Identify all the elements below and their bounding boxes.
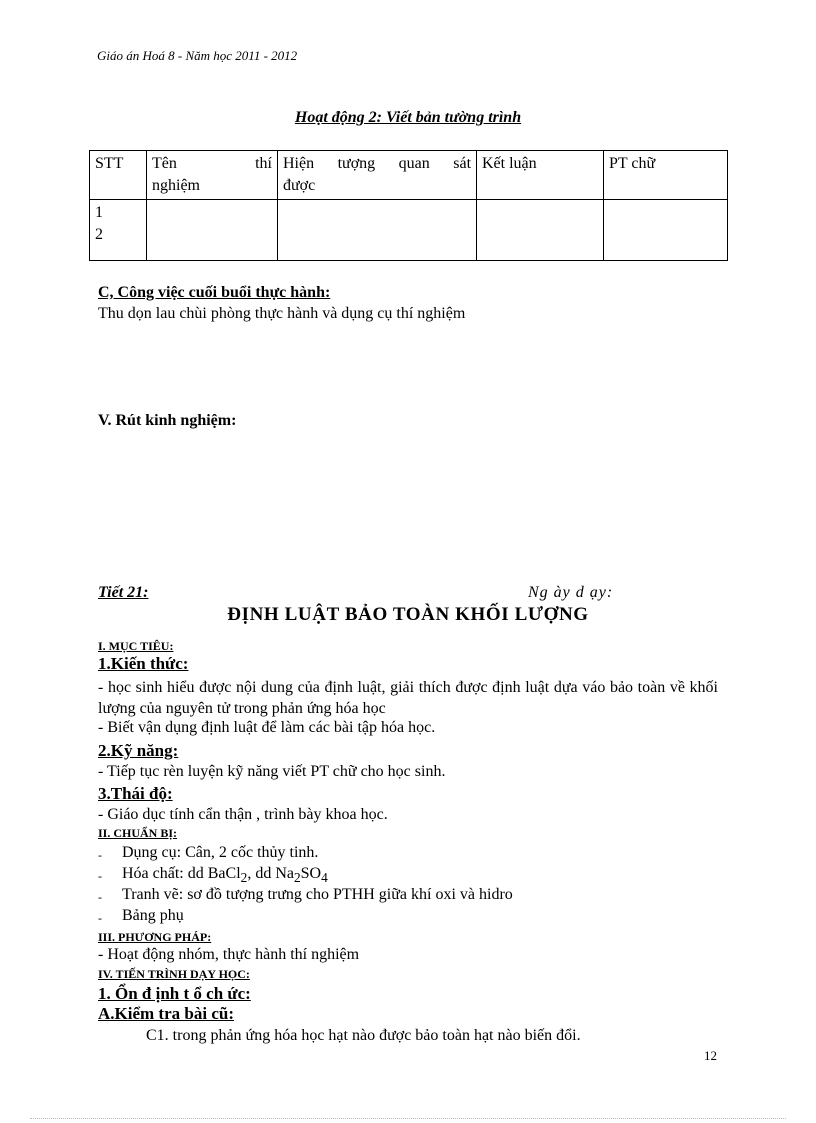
- table-cell: [147, 200, 278, 261]
- section-c-title: C, Công việc cuối buổi thực hành:: [98, 284, 331, 301]
- table-cell-stt: 1 2: [90, 200, 147, 261]
- table-row: [90, 200, 728, 261]
- page-footer-divider: [30, 1118, 786, 1119]
- heading-kiem-tra: A.Kiểm tra bài cũ:: [98, 1004, 234, 1023]
- item-hoa-chat: Hóa chất: dd BaCl$_2$, dd $Na_2SO_4$: [122, 865, 328, 886]
- bullet-marker: -: [98, 911, 102, 925]
- heading-kien-thuc: 1.Kiến thức:: [98, 654, 189, 673]
- heading-chuan-bi: II. CHUẨN BỊ:: [98, 826, 178, 840]
- col-hien-tuong: Hiện tượng quan sát được: [278, 151, 477, 200]
- ky-nang-body: - Tiếp tục rèn luyện kỹ năng viết PT chữ cho học sinh.: [98, 763, 446, 780]
- col-stt: STT: [90, 151, 147, 200]
- col-ten-thi-nghiem: Tên thí nghiệm: [147, 151, 278, 200]
- item-dung-cu: Dụng cụ: Cân, 2 cốc thủy tinh.: [122, 844, 319, 861]
- lesson-title: ĐỊNH LUẬT BẢO TOÀN KHỐI LƯỢNG: [227, 604, 589, 625]
- section-c-body: Thu dọn lau chùi phòng thực hành và dụng cụ thí nghiệm: [98, 305, 466, 322]
- page-number: 12: [704, 1048, 717, 1063]
- bullet-marker: -: [98, 890, 102, 904]
- heading-on-dinh: 1. Ổn đ ịnh t ổ ch ức:: [98, 984, 251, 1003]
- report-table: [89, 150, 728, 261]
- heading-thai-do: 3.Thái độ:: [98, 784, 173, 803]
- col-pt-chu: PT chữ: [604, 151, 728, 200]
- question-c1: C1. trong phản ứng hóa học hạt nào được bảo toàn hạt nào biến đổi.: [146, 1027, 581, 1044]
- item-bang-phu: Bảng phụ: [122, 907, 184, 924]
- kien-thuc-body-2: - Biết vận dụng định luật để làm các bài tập hóa học.: [98, 719, 436, 736]
- heading-tien-trinh: IV. TIẾN TRÌNH DẠY HỌC:: [98, 967, 250, 981]
- heading-ky-nang: 2.Kỹ năng:: [98, 741, 179, 760]
- heading-muc-tieu: I. MỤC TIÊU:: [98, 639, 174, 653]
- thai-do-body: - Giáo dục tính cẩn thận , trình bày khoa học.: [98, 806, 388, 823]
- table-header-row: [90, 151, 728, 200]
- bullet-marker: -: [98, 869, 102, 883]
- phuong-phap-body: - Hoạt động nhóm, thực hành thí nghiệm: [98, 946, 360, 963]
- kien-thuc-body: - học sinh hiểu được nội dung của định luật, giải thích được định luật dựa váo bảo toàn về khối lượng của nguyên tử trong phản ứng hóa học: [98, 679, 718, 717]
- activity-title: Hoạt động 2: Viết bản tường trình: [294, 109, 522, 126]
- table-cell: [477, 200, 604, 261]
- section-v-title: V. Rút kinh nghiệm:: [98, 412, 237, 429]
- page-header: Giáo án Hoá 8 - Năm học 2011 - 2012: [97, 48, 298, 63]
- col-ket-luan: Kết luận: [477, 151, 604, 200]
- table-cell: [604, 200, 728, 261]
- lesson-number: Tiết 21:: [98, 584, 149, 601]
- item-tranh-ve: Tranh vẽ: sơ đồ tượng trưng cho PTHH giữa khí oxi và hidro: [122, 886, 513, 903]
- table-cell: [278, 200, 477, 261]
- heading-phuong-phap: III. PHƯƠNG PHÁP:: [98, 930, 212, 944]
- bullet-marker: -: [98, 848, 102, 862]
- teaching-date-label: Ng ày d ạy:: [528, 584, 614, 601]
